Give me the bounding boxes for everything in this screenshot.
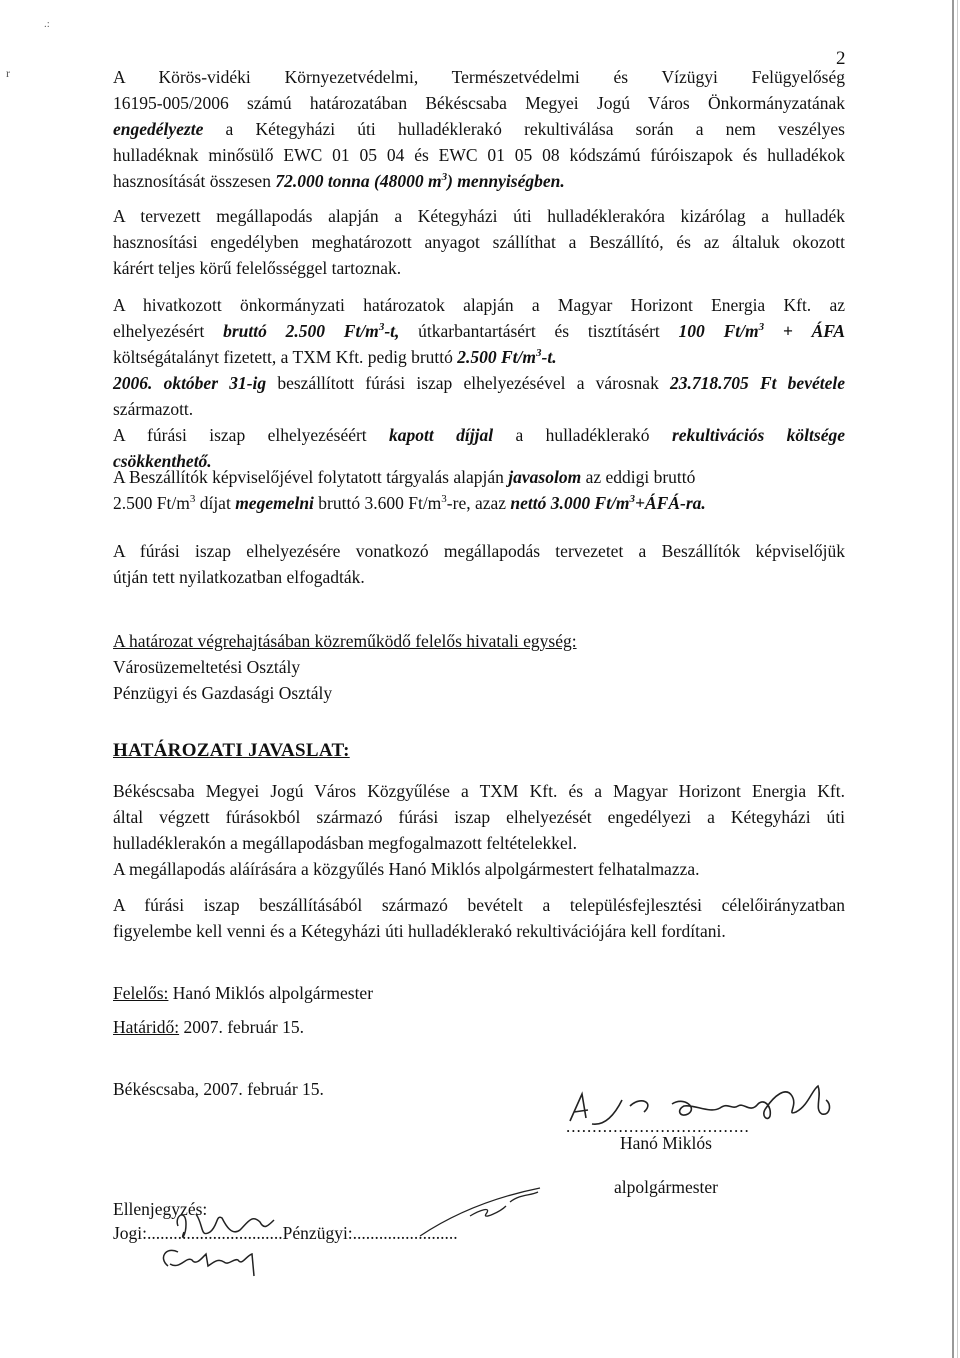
unit-heading: A határozat végrehajtásában közreműködő felelős hivatali egység: <box>113 631 577 651</box>
finance-dots: ........................ <box>352 1223 458 1243</box>
legal-countersignature <box>156 1196 296 1286</box>
responsible-value: Hanó Miklós alpolgármester <box>168 983 374 1003</box>
finance-label: Pénzügyi: <box>282 1223 353 1243</box>
text-line: származott. <box>113 399 194 419</box>
page-number: 2 <box>836 48 846 69</box>
text-span: beszállított fúrási iszap elhelyezésével a városnak <box>266 373 671 393</box>
responsible-label: Felelős: <box>113 983 169 1003</box>
text-line: A Körös-vidéki Környezetvédelmi, Természetvédelmi és Vízügyi Felügyelőség <box>113 67 845 87</box>
text-span: ) mennyiségben. <box>447 171 565 191</box>
text-line: A fúrási iszap elhelyezésére vonatkozó megállapodás tervezetet a Beszállítók képviselőjük <box>113 541 845 561</box>
emphasis <box>457 347 556 367</box>
emphasis <box>223 321 399 341</box>
text-span: 2.500 Ft/m <box>457 347 537 367</box>
text-line <box>113 464 845 490</box>
text-line: hulladéklerakón a megállapodásban megfogalmazott feltételekkel. <box>113 833 578 853</box>
text-line: A tervezett megállapodás alapján a Kétegyházi úti hulladéklerakóra kizárólag a hulladék <box>113 206 845 226</box>
department: Városüzemeltetési Osztály <box>113 657 301 677</box>
text-line <box>113 1014 845 1040</box>
department: Pénzügyi és Gazdasági Osztály <box>113 683 333 703</box>
superscript: 3 <box>441 171 448 184</box>
superscript: 3 <box>629 493 636 506</box>
text-span: A fúrási iszap elhelyezéséért <box>113 425 390 445</box>
text-span: az eddigi bruttó <box>581 467 696 487</box>
deadline <box>113 1014 845 1040</box>
deadline-label: Határidő: <box>113 1017 180 1037</box>
text-line: hulladéknak minősülő EWC 01 05 04 és EWC 01 05 08 kódszámú fúróiszapok és hulladékok <box>113 145 845 165</box>
proposal-heading: HATÁROZATI JAVASLAT: <box>113 740 350 761</box>
text-line <box>113 490 845 516</box>
text-span: + ÁFA <box>764 321 845 341</box>
text-line <box>113 318 845 344</box>
text-span: díjat <box>195 493 236 513</box>
text-line: Békéscsaba Megyei Jogú Város Közgyűlése a TXM Kft. és a Magyar Horizont Energia Kft. <box>113 781 845 801</box>
signer-name-block <box>620 1130 820 1156</box>
text-span: a Kétegyházi úti hulladéklerakó rekultiválása során a nem veszélyes <box>203 119 845 139</box>
text-span: 72.000 tonna (48000 m <box>275 171 442 191</box>
emphasis: engedélyezte <box>113 119 204 139</box>
paragraph-fee-proposal <box>113 464 845 516</box>
text-line <box>113 980 845 1006</box>
text-line: Békéscsaba, 2007. február 15. <box>113 1079 324 1099</box>
paragraph-revenue <box>113 292 845 474</box>
emphasis: megemelni <box>235 493 314 513</box>
text-line: útján tett nyilatkozatban elfogadták. <box>113 567 365 587</box>
text-line: 16195-005/2006 számú határozatában Békéscsaba Megyei Jogú Város Önkormányzatának <box>113 93 845 113</box>
superscript: 3 <box>378 321 385 334</box>
signer-title: alpolgármester <box>614 1177 718 1197</box>
paragraph-acceptance <box>113 538 845 590</box>
superscript: 3 <box>189 493 196 506</box>
proposal-authorization <box>113 856 845 882</box>
proposal-heading-block <box>113 738 845 764</box>
text-line <box>113 116 845 142</box>
text-line <box>113 370 845 396</box>
text-span: -re, azaz <box>446 493 511 513</box>
text-span: útkarbantartásért és tisztításért <box>399 321 679 341</box>
countersign-label: Ellenjegyzés: <box>113 1199 208 1219</box>
emphasis: kapott díjjal <box>389 425 494 445</box>
legal-label: Jogi: <box>113 1223 148 1243</box>
text-span: bruttó 3.600 Ft/m <box>313 493 442 513</box>
signer-name: Hanó Miklós <box>620 1133 712 1153</box>
emphasis <box>679 321 845 341</box>
text-span: -t. <box>541 347 557 367</box>
text-line: hasznosítási engedélyben meghatározott anyagot szállíthat a Beszállító, és az általuk okozott <box>113 232 845 252</box>
text-span: +ÁFÁ-ra. <box>635 493 706 513</box>
text-line <box>113 422 845 448</box>
finance-countersignature <box>410 1176 580 1246</box>
emphasis <box>275 171 564 191</box>
text-line: által végzett fúrásokból származó fúrási iszap elhelyezését engedélyezi a Kétegyházi úti <box>113 807 845 827</box>
text-span: hasznosítását összesen <box>113 171 276 191</box>
text-line <box>113 344 845 370</box>
text-span: 2.500 Ft/m <box>113 493 190 513</box>
emphasis: 2006. október 31-ig <box>113 373 267 393</box>
text-line: figyelembe kell venni és a Kétegyházi úti hulladéklerakó rekultivációjára kell fordítani. <box>113 921 726 941</box>
superscript: 3 <box>536 347 542 360</box>
text-span: -t, <box>384 321 400 341</box>
text-line: kárért teljes körű felelősséggel tartoznak. <box>113 258 402 278</box>
responsible-unit <box>113 628 845 706</box>
proposal-revenue-use <box>113 892 845 944</box>
text-span: 100 Ft/m <box>678 321 759 341</box>
paragraph-agreement <box>113 203 845 281</box>
text-span: elhelyezésért <box>113 321 224 341</box>
proposal-body <box>113 778 845 856</box>
text-line: A megállapodás aláírására a közgyűlés Hanó Miklós alpolgármestert felhatalmazza. <box>113 859 700 879</box>
responsible-person <box>113 980 845 1006</box>
superscript: 3 <box>441 493 447 506</box>
paragraph-permit <box>113 64 845 194</box>
text-span: bruttó 2.500 Ft/m <box>223 321 379 341</box>
text-span: a hulladéklerakó <box>493 425 672 445</box>
emphasis: javasolom <box>508 467 582 487</box>
text-line <box>113 168 845 194</box>
scan-edge-line <box>952 0 954 1358</box>
text-line: csökkenthető. <box>113 451 212 471</box>
legal-dots: ............................... <box>147 1223 283 1243</box>
emphasis: rekultivációs költsége <box>671 425 845 445</box>
scan-edge-line-secondary <box>957 0 958 1358</box>
deadline-value: 2007. február 15. <box>179 1017 304 1037</box>
text-span: A Beszállítók képviselőjével folytatott tárgyalás alapján <box>113 467 509 487</box>
text-span: költségátalányt fizetett, a TXM Kft. pedig bruttó <box>113 347 458 367</box>
emphasis: 23.718.705 Ft bevétele <box>670 373 845 393</box>
text-line: A hivatkozott önkormányzati határozatok alapján a Magyar Horizont Energia Kft. az <box>113 295 845 315</box>
superscript: 3 <box>758 321 765 334</box>
emphasis <box>510 493 705 513</box>
signature-dots: ................................... <box>566 1117 750 1136</box>
scan-mark: .: <box>44 18 50 30</box>
margin-mark: r <box>6 66 10 80</box>
text-span: nettó 3.000 Ft/m <box>510 493 630 513</box>
text-line: A fúrási iszap beszállításából származó bevételt a településfejlesztési célelőirányzatban <box>113 895 845 915</box>
